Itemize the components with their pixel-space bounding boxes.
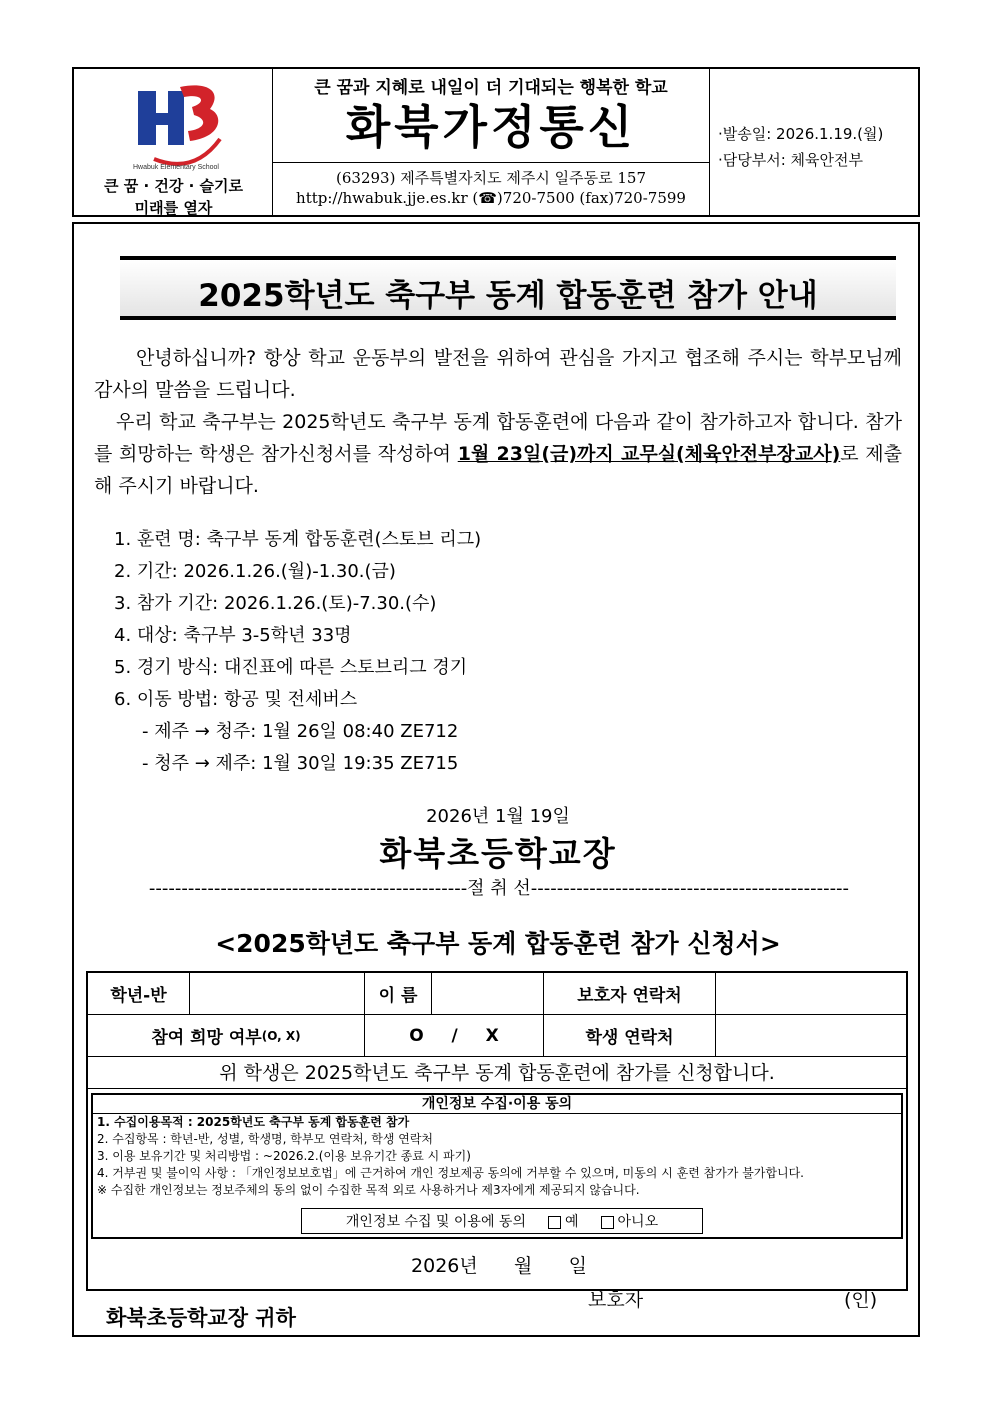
notice-body bbox=[72, 222, 920, 1337]
checkbox-no[interactable] bbox=[601, 1216, 614, 1229]
motto-line-2: 미래를 열자 bbox=[134, 199, 213, 217]
list-item: 5. 경기 방식: 대진표에 따른 스토브리그 경기 bbox=[114, 657, 468, 678]
guardian-contact-field[interactable] bbox=[716, 973, 906, 1015]
student-contact-label: 학생 연락처 bbox=[544, 1015, 716, 1057]
agree-no-label: 아니오 bbox=[617, 1214, 659, 1230]
name-label: 이 름 bbox=[365, 973, 432, 1015]
request-text: 우리 학교 축구부는 2025학년도 축구부 동계 합동훈련에 다음과 같이 참가하고자 합니다. 참가를 희망하는 학생은 참가신청서를 작성하여 bbox=[94, 411, 902, 465]
guardian-contact-label: 보호자 연락처 bbox=[544, 973, 716, 1015]
agree-yes-option[interactable] bbox=[548, 1211, 579, 1231]
notice-title: 2025학년도 축구부 동계 합동훈련 참가 안내 bbox=[198, 278, 818, 314]
notice-date: 2026년 1월 19일 bbox=[426, 806, 570, 827]
deadline-highlight: 1월 23일(금)까지 교무실(체육안전부장교사) bbox=[457, 443, 841, 465]
issue-date: ·발송일: 2026.1.19.(월) bbox=[718, 125, 884, 143]
list-item: 3. 참가 기간: 2026.1.26.(토)-7.30.(수) bbox=[114, 593, 437, 614]
logo-caption: Hwabuk Elementary School bbox=[133, 164, 219, 171]
form-date: 2026년 월 일 bbox=[411, 1255, 587, 1277]
agree-no-option[interactable] bbox=[601, 1211, 659, 1231]
form-title: <2025학년도 축구부 동계 합동훈련 참가 신청서> bbox=[215, 929, 781, 958]
school-contact: http://hwabuk.jje.es.kr (☎)720-7500 (fax)720-7599 bbox=[296, 189, 686, 207]
application-form bbox=[86, 971, 908, 1311]
department: ·담당부서: 체육안전부 bbox=[718, 151, 864, 169]
title-cell bbox=[273, 69, 710, 215]
principal-signature: 화북초등학교장 bbox=[379, 834, 617, 873]
addressee: 화북초등학교장 귀하 bbox=[106, 1306, 296, 1330]
list-item: 1. 훈련 명: 축구부 동계 합동훈련(스토브 리그) bbox=[114, 529, 482, 550]
checkbox-yes[interactable] bbox=[548, 1216, 561, 1229]
cut-line: -------------------------------------------------절 취 선------------------------------------------------- bbox=[148, 878, 850, 899]
grade-class-field[interactable] bbox=[190, 973, 365, 1015]
list-item: 4. 대상: 축구부 3-5학년 33명 bbox=[114, 625, 352, 646]
list-item: 2. 기간: 2026.1.26.(월)-1.30.(금) bbox=[114, 561, 396, 582]
agree-label: 개인정보 수집 및 이용에 동의 bbox=[345, 1214, 526, 1230]
apply-statement: 위 학생은 2025학년도 축구부 동계 합동훈련에 참가를 신청합니다. bbox=[88, 1057, 906, 1089]
consent-line: 2. 수집항목 : 학년-반, 성별, 학생명, 학부모 연락처, 학생 연락처 bbox=[97, 1132, 434, 1146]
privacy-consent-box bbox=[91, 1093, 903, 1239]
school-address: (63293) 제주특별자치도 제주시 일주동로 157 bbox=[336, 169, 646, 187]
seal-label: (인) bbox=[844, 1289, 878, 1311]
consent-line: 4. 거부권 및 불이익 사항 : 「개인정보보호법」에 근거하여 개인 정보제공 동의에 거부할 수 있으며, 미동의 시 훈련 참가가 불가합니다. bbox=[97, 1166, 804, 1180]
sub-list-item: - 제주 → 청주: 1월 26일 08:40 ZE712 bbox=[142, 721, 459, 742]
grade-class-label: 학년-반 bbox=[88, 973, 190, 1015]
consent-agree-box bbox=[301, 1208, 703, 1234]
title-banner bbox=[120, 256, 896, 320]
newsletter-title: 화북가정통신 bbox=[345, 100, 637, 154]
participation-label-text: 참여 희망 여부 bbox=[151, 1028, 262, 1048]
participation-hint: (O, X) bbox=[261, 1028, 301, 1043]
consent-line: 1. 수집이용목적 : 2025학년도 축구부 동계 합동훈련 참가 bbox=[97, 1115, 410, 1129]
student-contact-field[interactable] bbox=[716, 1015, 906, 1057]
motto-line-1: 큰 꿈 · 건강 · 슬기로 bbox=[104, 177, 243, 195]
sub-list-item: - 청주 → 제주: 1월 30일 19:35 ZE715 bbox=[142, 753, 459, 774]
agree-yes-label: 예 bbox=[564, 1214, 579, 1230]
request-paragraph bbox=[94, 406, 902, 502]
newsletter-header bbox=[72, 67, 920, 217]
consent-line: ※ 수집한 개인정보는 정보주체의 동의 없이 수집한 목적 외로 사용하거나 제3자에게 제공되지 않습니다. bbox=[97, 1183, 640, 1197]
greeting-paragraph: 안녕하십니까? 항상 학교 운동부의 발전을 위하여 관심을 가지고 협조해 주시는 학부모님께 감사의 말씀을 드립니다. bbox=[94, 347, 902, 401]
name-field[interactable] bbox=[432, 973, 544, 1015]
divider bbox=[273, 162, 709, 163]
consent-line: 3. 이용 보유기간 및 처리방법 : ~2026.2.(이용 보유기간 종료 시 파기) bbox=[97, 1149, 471, 1163]
guardian-label: 보호자 bbox=[588, 1289, 644, 1311]
school-logo bbox=[124, 79, 228, 175]
request-text-end: 로 제출해 주시기 바랍니다. bbox=[94, 443, 902, 497]
participation-options[interactable]: O / X bbox=[365, 1015, 544, 1057]
logo-cell bbox=[74, 69, 273, 215]
participation-label bbox=[88, 1015, 365, 1057]
school-slogan: 큰 꿈과 지혜로 내일이 더 기대되는 행복한 학교 bbox=[314, 78, 668, 98]
list-item: 6. 이동 방법: 항공 및 전세버스 bbox=[114, 689, 358, 710]
consent-title: 개인정보 수집·이용 동의 bbox=[93, 1095, 901, 1114]
